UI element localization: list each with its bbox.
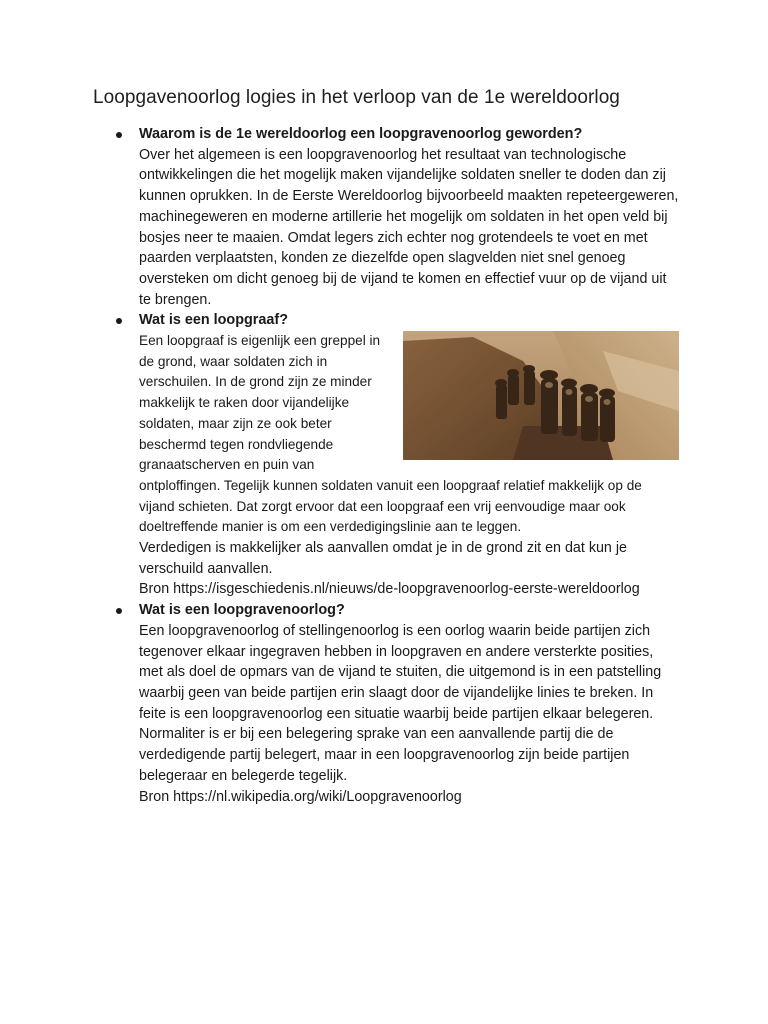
answer-paragraph: Een loopgravenoorlog of stellingenoorlog is een oorlog waarin beide partijen zich tegenover elkaar ingegraven hebben in loopgraven en andere versterkte posities, met als doel de opmars van de vijand te stuiten, die uitgemond is in een patstelling waarbij geen van beide partijen erin slaagt door de vijandelijke linies te breken. In feite is een loopgravenoorlog een situatie waarbij beide partijen elkaar belegeren. Normaliter is er bij een belegering sprake van een aanvallende partij die de verdedigende partij belegert, maar in een loopgravenoorlog zijn beide partijen belegeraar en belegerde tegelijk.: [139, 622, 662, 784]
question-heading: Wat is een loopgraaf?: [139, 312, 288, 329]
question-heading: Waarom is de 1e wereldoorlog een loopgravenoorlog geworden?: [139, 126, 583, 142]
trench-soldiers-photo: [403, 331, 679, 460]
source-reference: Bron https://isgeschiedenis.nl/nieuws/de-loopgravenoorlog-eerste-wereldoorlog: [139, 581, 640, 598]
question-heading: Wat is een loopgravenoorlog?: [139, 602, 345, 619]
page-title: Loopgavenoorlog logies in het verloop van de 1e wereldoorlog: [93, 87, 620, 108]
list-item: [139, 600, 679, 807]
bullet-icon: [116, 608, 122, 614]
answer-paragraph: Over het algemeen is een loopgravenoorlog het resultaat van technologische ontwikkelingen die het mogelijk maken vijandelijke soldaten sneller te doden dan zij kunnen oprukken. In de Eerste Wereldoorlog bijvoorbeeld maakten repeteergeweren, machinegeweren en moderne artillerie het mogelijk om soldaten in het open veld bij bosjes neer te maaien. Omdat legers zich echter nog grotendeels te voet en met paarden verplaatsten, konden ze diezelfde open slagvelden niet snel genoeg oversteken om dicht genoeg bij de vijand te komen en effectief vuur op de vijand uit te brengen.: [139, 146, 679, 308]
list-item: [139, 310, 679, 600]
list-item: [139, 124, 679, 310]
question-list: [139, 124, 679, 807]
answer-paragraph: Verdedigen is makkelijker als aanvallen omdat je in de grond zit en dat kun je verschuild aanvallen.: [139, 540, 627, 577]
bullet-icon: [116, 318, 122, 324]
answer-paragraph: Een loopgraaf is eigenlijk een greppel in de grond, waar soldaten zich in verschuilen. In de grond zijn ze minder makkelijk te raken door vijandelijke soldaten, maar zijn ze ook beter beschermd tegen rondvliegende granaatscherven en puin van ontploffingen. Tegelijk kunnen soldaten vanuit een loopgraaf relatief makkelijk op de vijand schieten. Dat zorgt ervoor dat een loopgraaf een vrij eenvoudige maar ook doeltreffende manier is om een verdedigingslinie aan te leggen.: [139, 333, 642, 535]
source-reference: Bron https://nl.wikipedia.org/wiki/Loopgravenoorlog: [139, 788, 462, 805]
bullet-icon: [116, 132, 122, 138]
